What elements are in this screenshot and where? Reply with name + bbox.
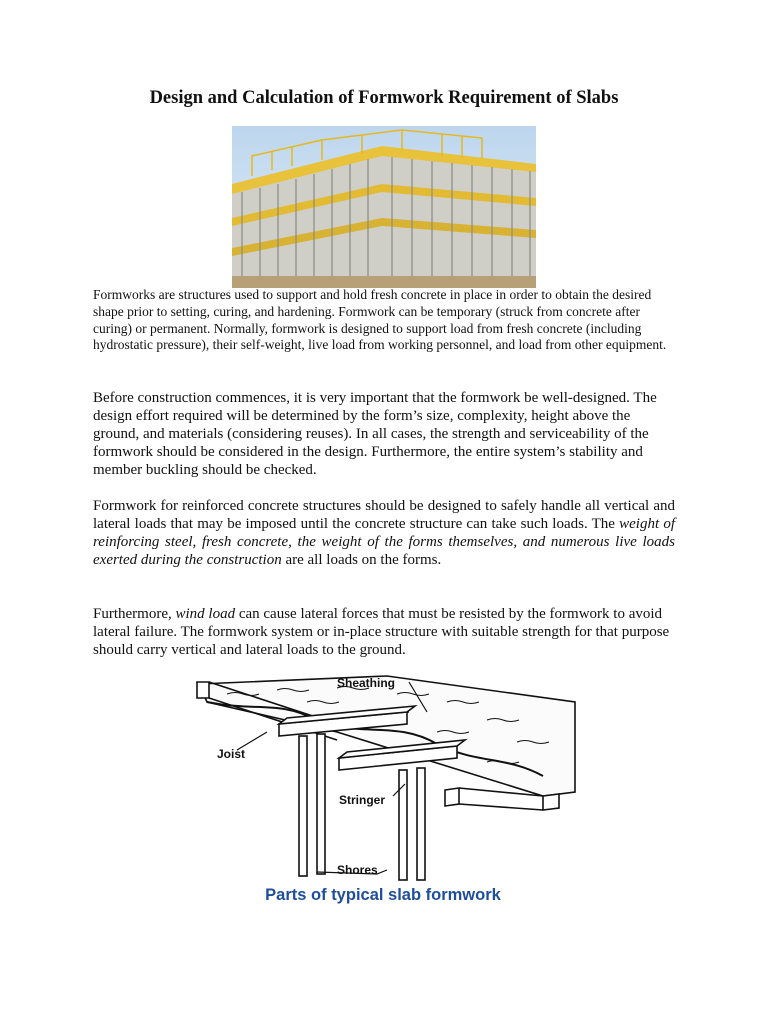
loads-paragraph (93, 497, 675, 569)
slab-formwork-diagram (187, 672, 579, 908)
shores-label: Shores (337, 863, 378, 877)
stringer-label: Stringer (339, 793, 386, 807)
loads-emphasis: weight of reinforcing steel, fresh concrete, the weight of the forms themselves, and numerous live loads exerted during the construction (93, 516, 675, 568)
wind-emphasis: wind load (175, 606, 236, 622)
wind-text-start: Furthermore, (93, 606, 176, 622)
document-title: Design and Calculation of Formwork Requirement of Slabs (149, 88, 619, 108)
design-paragraph: Before construction commences, it is very important that the formwork be well-designed. The design effort required will be determined by the form’s size, complexity, height above the ground, and materials (considering reuses). In all cases, the strength and serviceability of the formwork should be considered in the design. Furthermore, the entire system’s stability and member buckling should be checked. (93, 390, 657, 478)
loads-text-end: are all loads on the forms. (281, 552, 442, 568)
construction-photo (232, 126, 536, 288)
sheathing-label: Sheathing (337, 676, 396, 690)
loads-text-start: Formwork for reinforced concrete structures should be designed to safely handle all vertical and lateral loads that may be imposed until the concrete structure can take such loads. The (93, 498, 675, 532)
intro-paragraph: Formworks are structures used to support and hold fresh concrete in place in order to obtain the desired shape prior to setting, curing, and hardening. Formwork can be temporary (struck from concrete after curing) or permanent. Normally, formwork is designed to support load from fresh concrete (including hydrostatic pressure), their self-weight, live load from working personnel, and load from other equipment. (93, 287, 667, 353)
wind-text-end: can cause lateral forces that must be resisted by the formwork to avoid lateral failure. The formwork system or in-place structure with suitable strength for that purpose should carry vertical and lateral loads to the ground. (93, 606, 670, 658)
wind-paragraph (93, 605, 675, 659)
figure-caption: Parts of typical slab formwork (265, 886, 501, 904)
joist-label: Joist (217, 747, 246, 761)
